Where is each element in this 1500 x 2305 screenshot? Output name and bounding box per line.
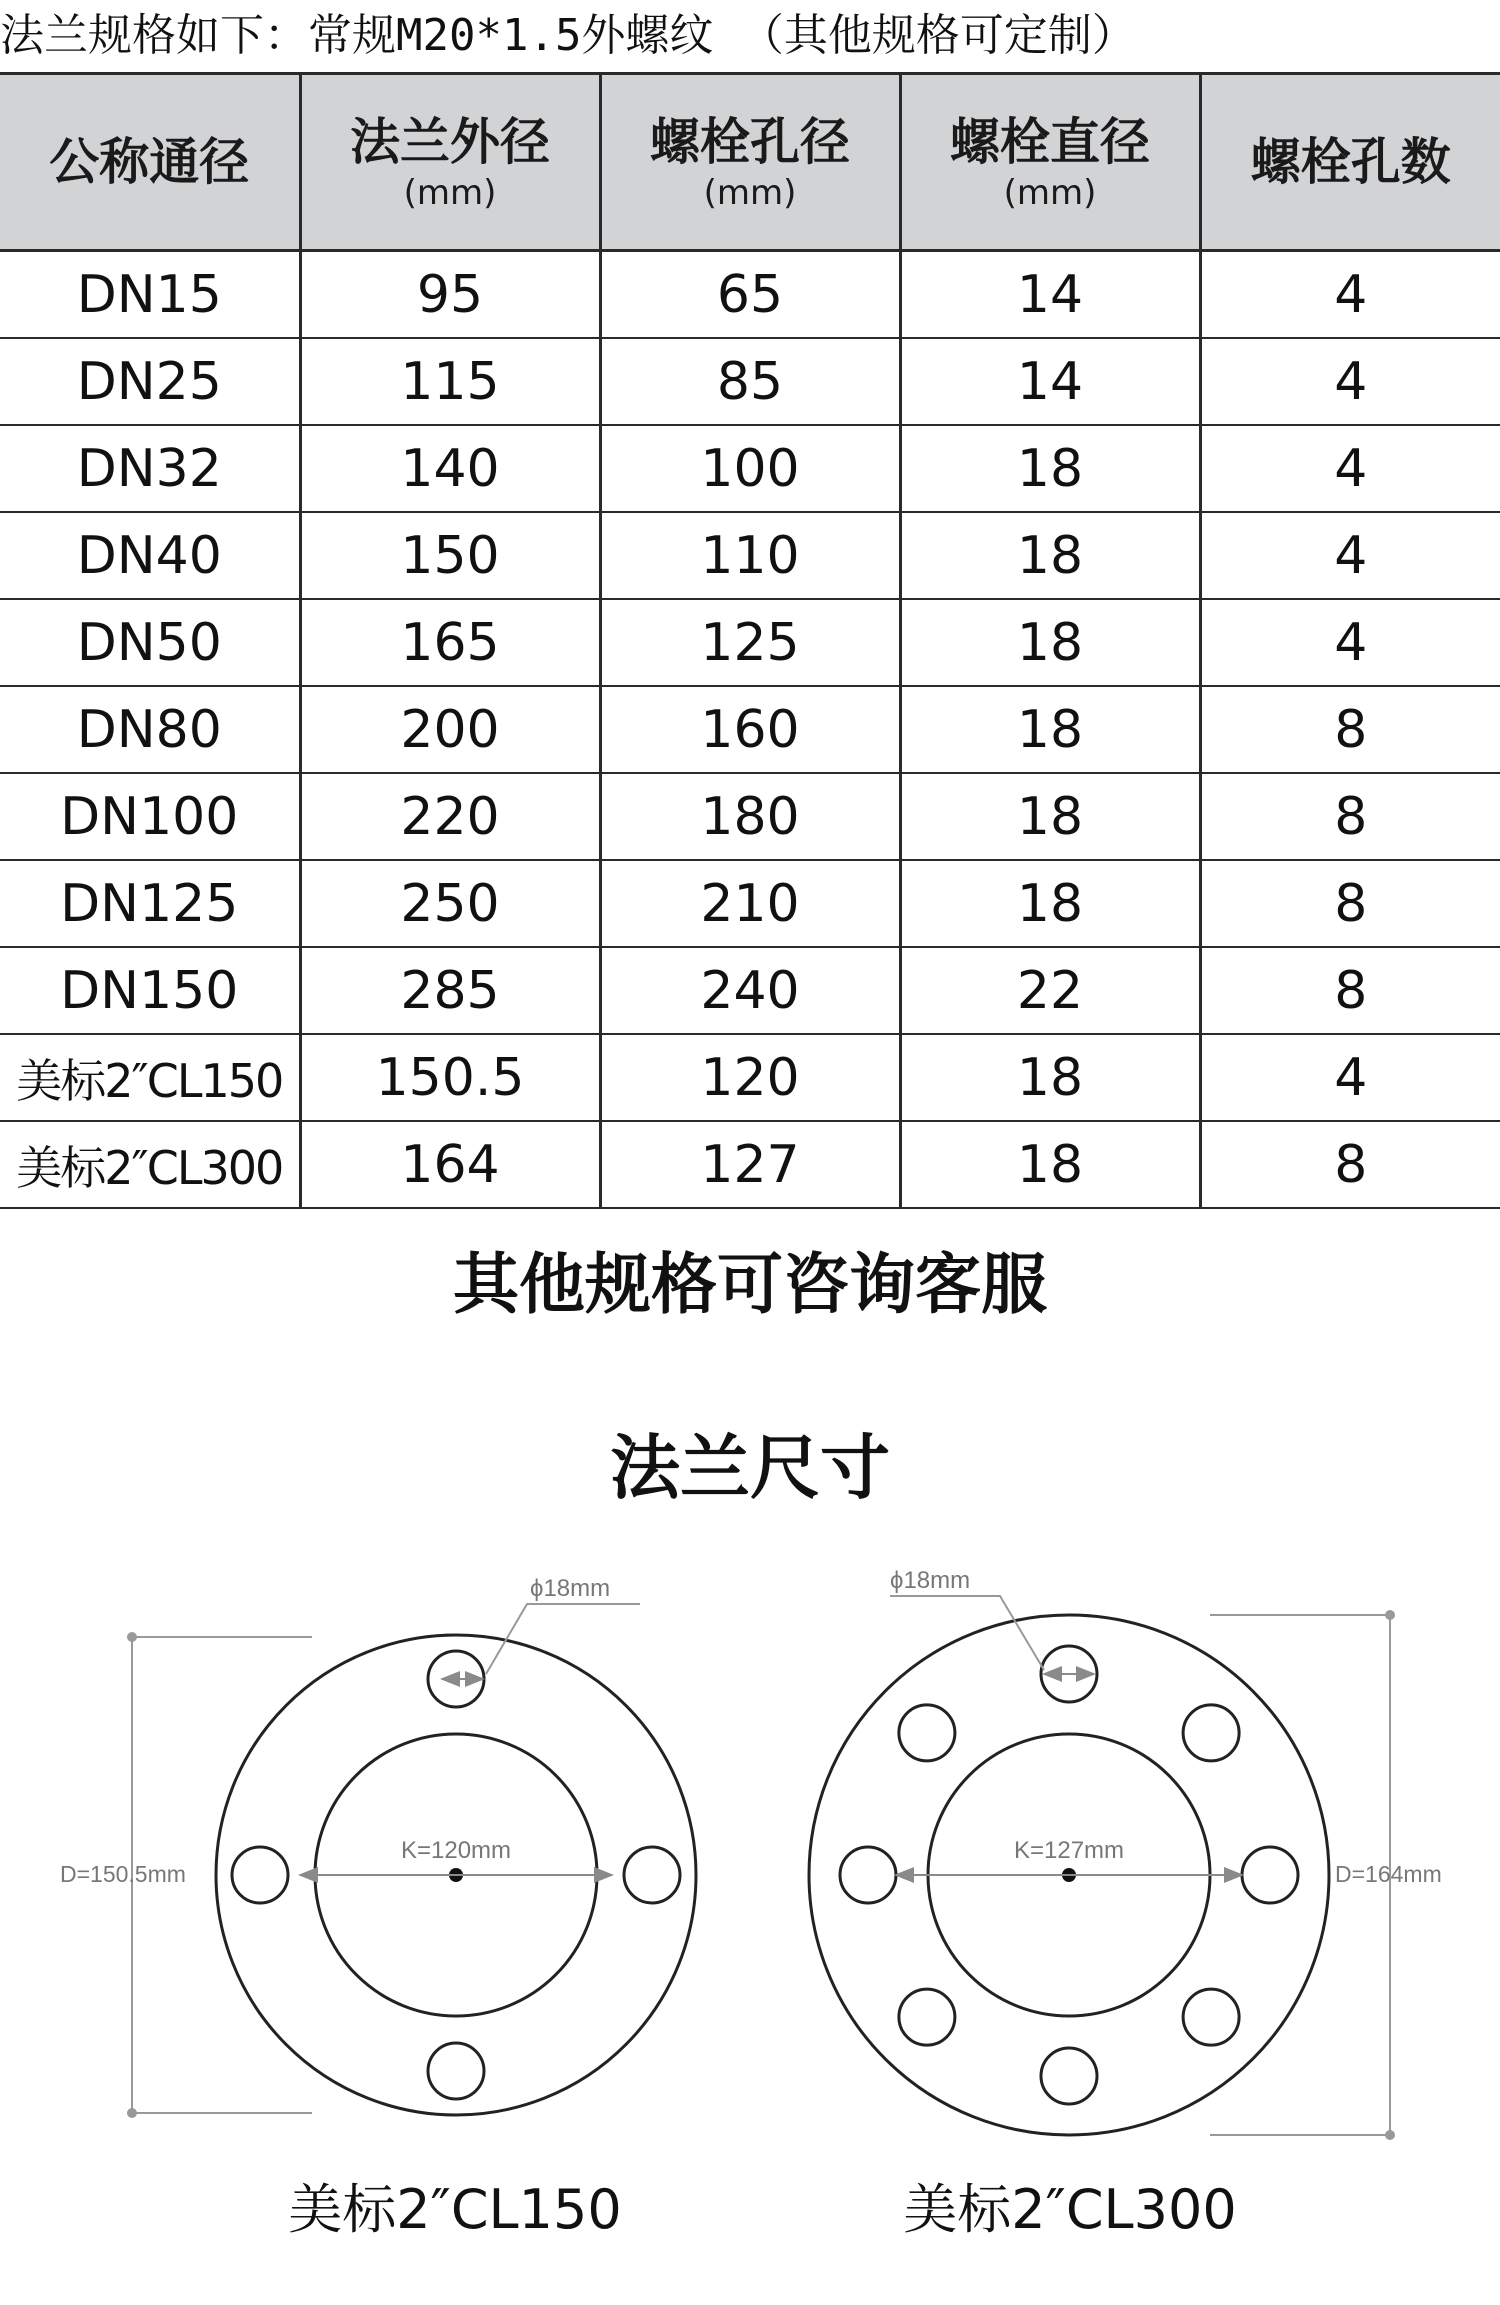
cell-hole-count: 4 [1200,599,1500,686]
bolt-hole [1242,1847,1298,1903]
header-unit: (mm) [403,173,497,213]
bolt-hole [899,1705,955,1761]
cell-hole-circle: 180 [600,773,900,860]
header-bolt-hole-count [1200,74,1500,251]
cell-nominal: DN125 [0,860,300,947]
bolt-hole [624,1847,680,1903]
cell-bolt-diameter: 18 [900,1034,1200,1121]
dimension-dot [1385,2130,1395,2140]
dimension-dot [127,2108,137,2118]
cell-hole-circle: 85 [600,338,900,425]
cell-outer: 150 [300,512,600,599]
header-label: 螺栓孔径 [650,113,850,171]
header-label: 公称通径 [49,133,250,191]
cell-hole-count: 4 [1200,1034,1500,1121]
cell-nominal: DN25 [0,338,300,425]
cell-bolt-diameter: 18 [900,686,1200,773]
cell-hole-count: 8 [1200,773,1500,860]
cell-bolt-diameter: 14 [900,251,1200,339]
cell-outer: 150.5 [300,1034,600,1121]
cell-outer: 115 [300,338,600,425]
cell-nominal: DN40 [0,512,300,599]
bolt-hole [840,1847,896,1903]
header-label: 螺栓孔数 [1250,133,1451,191]
header-bolt-hole-circle [600,74,900,251]
cell-hole-count: 4 [1200,512,1500,599]
cell-nominal: 美标2″CL150 [0,1034,300,1121]
dimension-dot [127,1632,137,1642]
bolt-hole [1183,1989,1239,2045]
cell-nominal: 美标2″CL300 [0,1121,300,1208]
diagram-caption-cl300: 美标2″CL300 [903,2178,1237,2241]
flange-diagram-cl300 [809,1567,1442,2140]
hole-leader-line [486,1604,640,1674]
cell-hole-count: 8 [1200,1121,1500,1208]
cell-hole-circle: 160 [600,686,900,773]
hole-diameter-label: ϕ18mm [530,1575,611,1602]
consult-note: 其他规格可咨询客服 [453,1246,1047,1323]
header-label: 螺栓直径 [950,113,1150,171]
cell-nominal: DN150 [0,947,300,1034]
table-row [0,512,1500,599]
header-unit: (mm) [703,173,797,213]
table-row [0,251,1500,339]
table-row [0,338,1500,425]
cell-nominal: DN32 [0,425,300,512]
header-label: 法兰外径 [350,113,550,171]
table-row [0,686,1500,773]
cell-bolt-diameter: 18 [900,860,1200,947]
cell-bolt-diameter: 18 [900,512,1200,599]
table-row [0,947,1500,1034]
outer-diameter-label: D=164mm [1335,1861,1442,1887]
cell-bolt-diameter: 18 [900,599,1200,686]
cell-bolt-diameter: 18 [900,425,1200,512]
hole-leader-line [890,1596,1044,1670]
dimensions-title: 法兰尺寸 [610,1427,890,1509]
cell-outer: 140 [300,425,600,512]
table-header-row [0,74,1500,251]
intro-text: 法兰规格如下：常规M20*1.5外螺纹 （其他规格可定制） [0,10,1136,61]
bolt-hole [428,2043,484,2099]
cell-nominal: DN15 [0,251,300,339]
cell-hole-circle: 120 [600,1034,900,1121]
diagram-caption-cl150: 美标2″CL150 [288,2178,622,2241]
bolt-hole [232,1847,288,1903]
cell-outer: 95 [300,251,600,339]
cell-hole-circle: 127 [600,1121,900,1208]
cell-outer: 164 [300,1121,600,1208]
cell-hole-count: 8 [1200,860,1500,947]
header-nominal-diameter [0,74,300,251]
table-row [0,860,1500,947]
cell-hole-circle: 240 [600,947,900,1034]
cell-nominal: DN100 [0,773,300,860]
cell-bolt-diameter: 22 [900,947,1200,1034]
cell-hole-count: 8 [1200,686,1500,773]
cell-hole-circle: 65 [600,251,900,339]
cell-hole-circle: 110 [600,512,900,599]
cell-hole-count: 4 [1200,338,1500,425]
flange-diagram-cl150 [60,1575,696,2118]
cell-outer: 220 [300,773,600,860]
dimension-dot [1385,1610,1395,1620]
cell-hole-count: 8 [1200,947,1500,1034]
cell-bolt-diameter: 18 [900,773,1200,860]
cell-bolt-diameter: 14 [900,338,1200,425]
table-row [0,599,1500,686]
bolt-hole [899,1989,955,2045]
cell-hole-circle: 100 [600,425,900,512]
cell-outer: 250 [300,860,600,947]
pcd-label: K=127mm [1013,1837,1125,1864]
cell-hole-circle: 210 [600,860,900,947]
cell-nominal: DN80 [0,686,300,773]
header-flange-outer-diameter [300,74,600,251]
cell-hole-count: 4 [1200,425,1500,512]
cell-hole-circle: 125 [600,599,900,686]
table-row [0,425,1500,512]
table-row [0,1034,1500,1121]
cell-outer: 165 [300,599,600,686]
pcd-label: K=120mm [400,1837,512,1864]
cell-hole-count: 4 [1200,251,1500,339]
outer-diameter-label: D=150.5mm [60,1861,186,1887]
header-bolt-diameter [900,74,1200,251]
cell-outer: 200 [300,686,600,773]
cell-bolt-diameter: 18 [900,1121,1200,1208]
hole-diameter-label: ϕ18mm [890,1567,971,1594]
header-unit: (mm) [1003,173,1097,213]
cell-outer: 285 [300,947,600,1034]
cell-nominal: DN50 [0,599,300,686]
bolt-hole [1041,2048,1097,2104]
table-row [0,773,1500,860]
flange-spec-table [0,72,1500,1209]
flange-diagrams [0,1540,1500,2160]
bolt-hole [1183,1705,1239,1761]
table-row [0,1121,1500,1208]
